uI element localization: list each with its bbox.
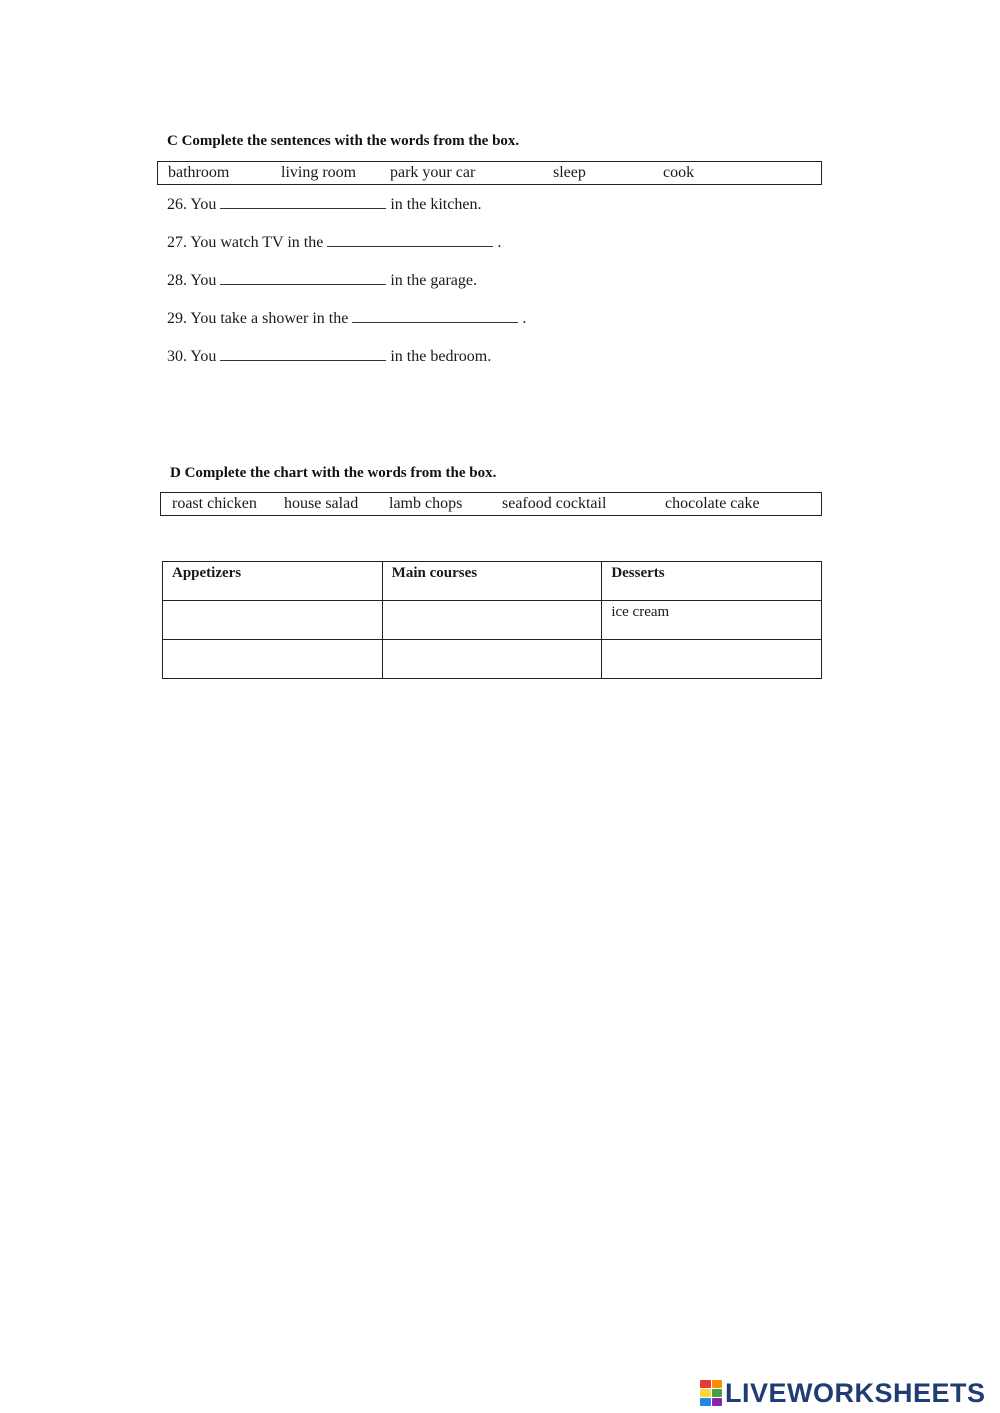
logo-square <box>700 1398 711 1406</box>
answer-blank-26[interactable] <box>220 194 386 209</box>
answer-blank-28[interactable] <box>220 270 386 285</box>
chart-cell-appetizer-1[interactable] <box>163 601 383 640</box>
chart-cell-main-course-1[interactable] <box>382 601 602 640</box>
word-box-item: lamb chops <box>389 495 463 512</box>
sentence-28 <box>167 270 477 290</box>
liveworksheets-icon <box>700 1380 722 1406</box>
word-box-item: seafood cocktail <box>502 495 607 512</box>
logo-square <box>712 1380 723 1388</box>
section-d-heading: D Complete the chart with the words from the box. <box>170 465 497 481</box>
chart-header-appetizers: Appetizers <box>163 562 383 601</box>
section-c-word-box <box>157 161 822 185</box>
chart-row <box>163 640 822 679</box>
answer-blank-30[interactable] <box>220 346 386 361</box>
chart-cell-dessert-1: ice cream <box>602 601 822 640</box>
sentence-text: 29. You take a shower in the <box>167 310 349 327</box>
sentence-27 <box>167 232 501 252</box>
word-box-item: house salad <box>284 495 359 512</box>
sentence-26 <box>167 194 481 214</box>
word-box-item: park your car <box>390 164 476 181</box>
word-box-item: cook <box>663 164 695 181</box>
sentence-text: 26. You <box>167 196 217 213</box>
sentence-30 <box>167 346 491 366</box>
sentence-text: . <box>497 234 502 251</box>
chart-cell-dessert-2[interactable] <box>602 640 822 679</box>
chart-cell-appetizer-2[interactable] <box>163 640 383 679</box>
chart-header-main-courses: Main courses <box>382 562 602 601</box>
answer-blank-29[interactable] <box>352 308 518 323</box>
chart-cell-main-course-2[interactable] <box>382 640 602 679</box>
section-d-word-box <box>160 492 822 516</box>
section-c-heading: C Complete the sentences with the words from the box. <box>167 133 520 149</box>
chart-header-desserts: Desserts <box>602 562 822 601</box>
chart-header-row <box>163 562 822 601</box>
sentence-text: 27. You watch TV in the <box>167 234 324 251</box>
chart-row <box>163 601 822 640</box>
logo-square <box>712 1389 723 1397</box>
sentence-text: in the kitchen. <box>390 196 482 213</box>
brand-name: LIVEWORKSHEETS <box>725 1377 986 1408</box>
logo-square <box>712 1398 723 1406</box>
word-box-item: roast chicken <box>172 495 257 512</box>
sentence-29 <box>167 308 526 328</box>
answer-blank-27[interactable] <box>327 232 493 247</box>
word-box-item: bathroom <box>168 164 230 181</box>
sentence-text: in the garage. <box>390 272 477 289</box>
sentence-text: 30. You <box>167 348 217 365</box>
word-box-item: chocolate cake <box>665 495 760 512</box>
logo-square <box>700 1389 711 1397</box>
liveworksheets-logo <box>700 1378 986 1408</box>
word-box-item: sleep <box>553 164 586 181</box>
menu-chart <box>162 561 822 679</box>
sentence-text: 28. You <box>167 272 217 289</box>
logo-square <box>700 1380 711 1388</box>
word-box-item: living room <box>281 164 357 181</box>
sentence-text: in the bedroom. <box>390 348 492 365</box>
sentence-text: . <box>522 310 527 327</box>
